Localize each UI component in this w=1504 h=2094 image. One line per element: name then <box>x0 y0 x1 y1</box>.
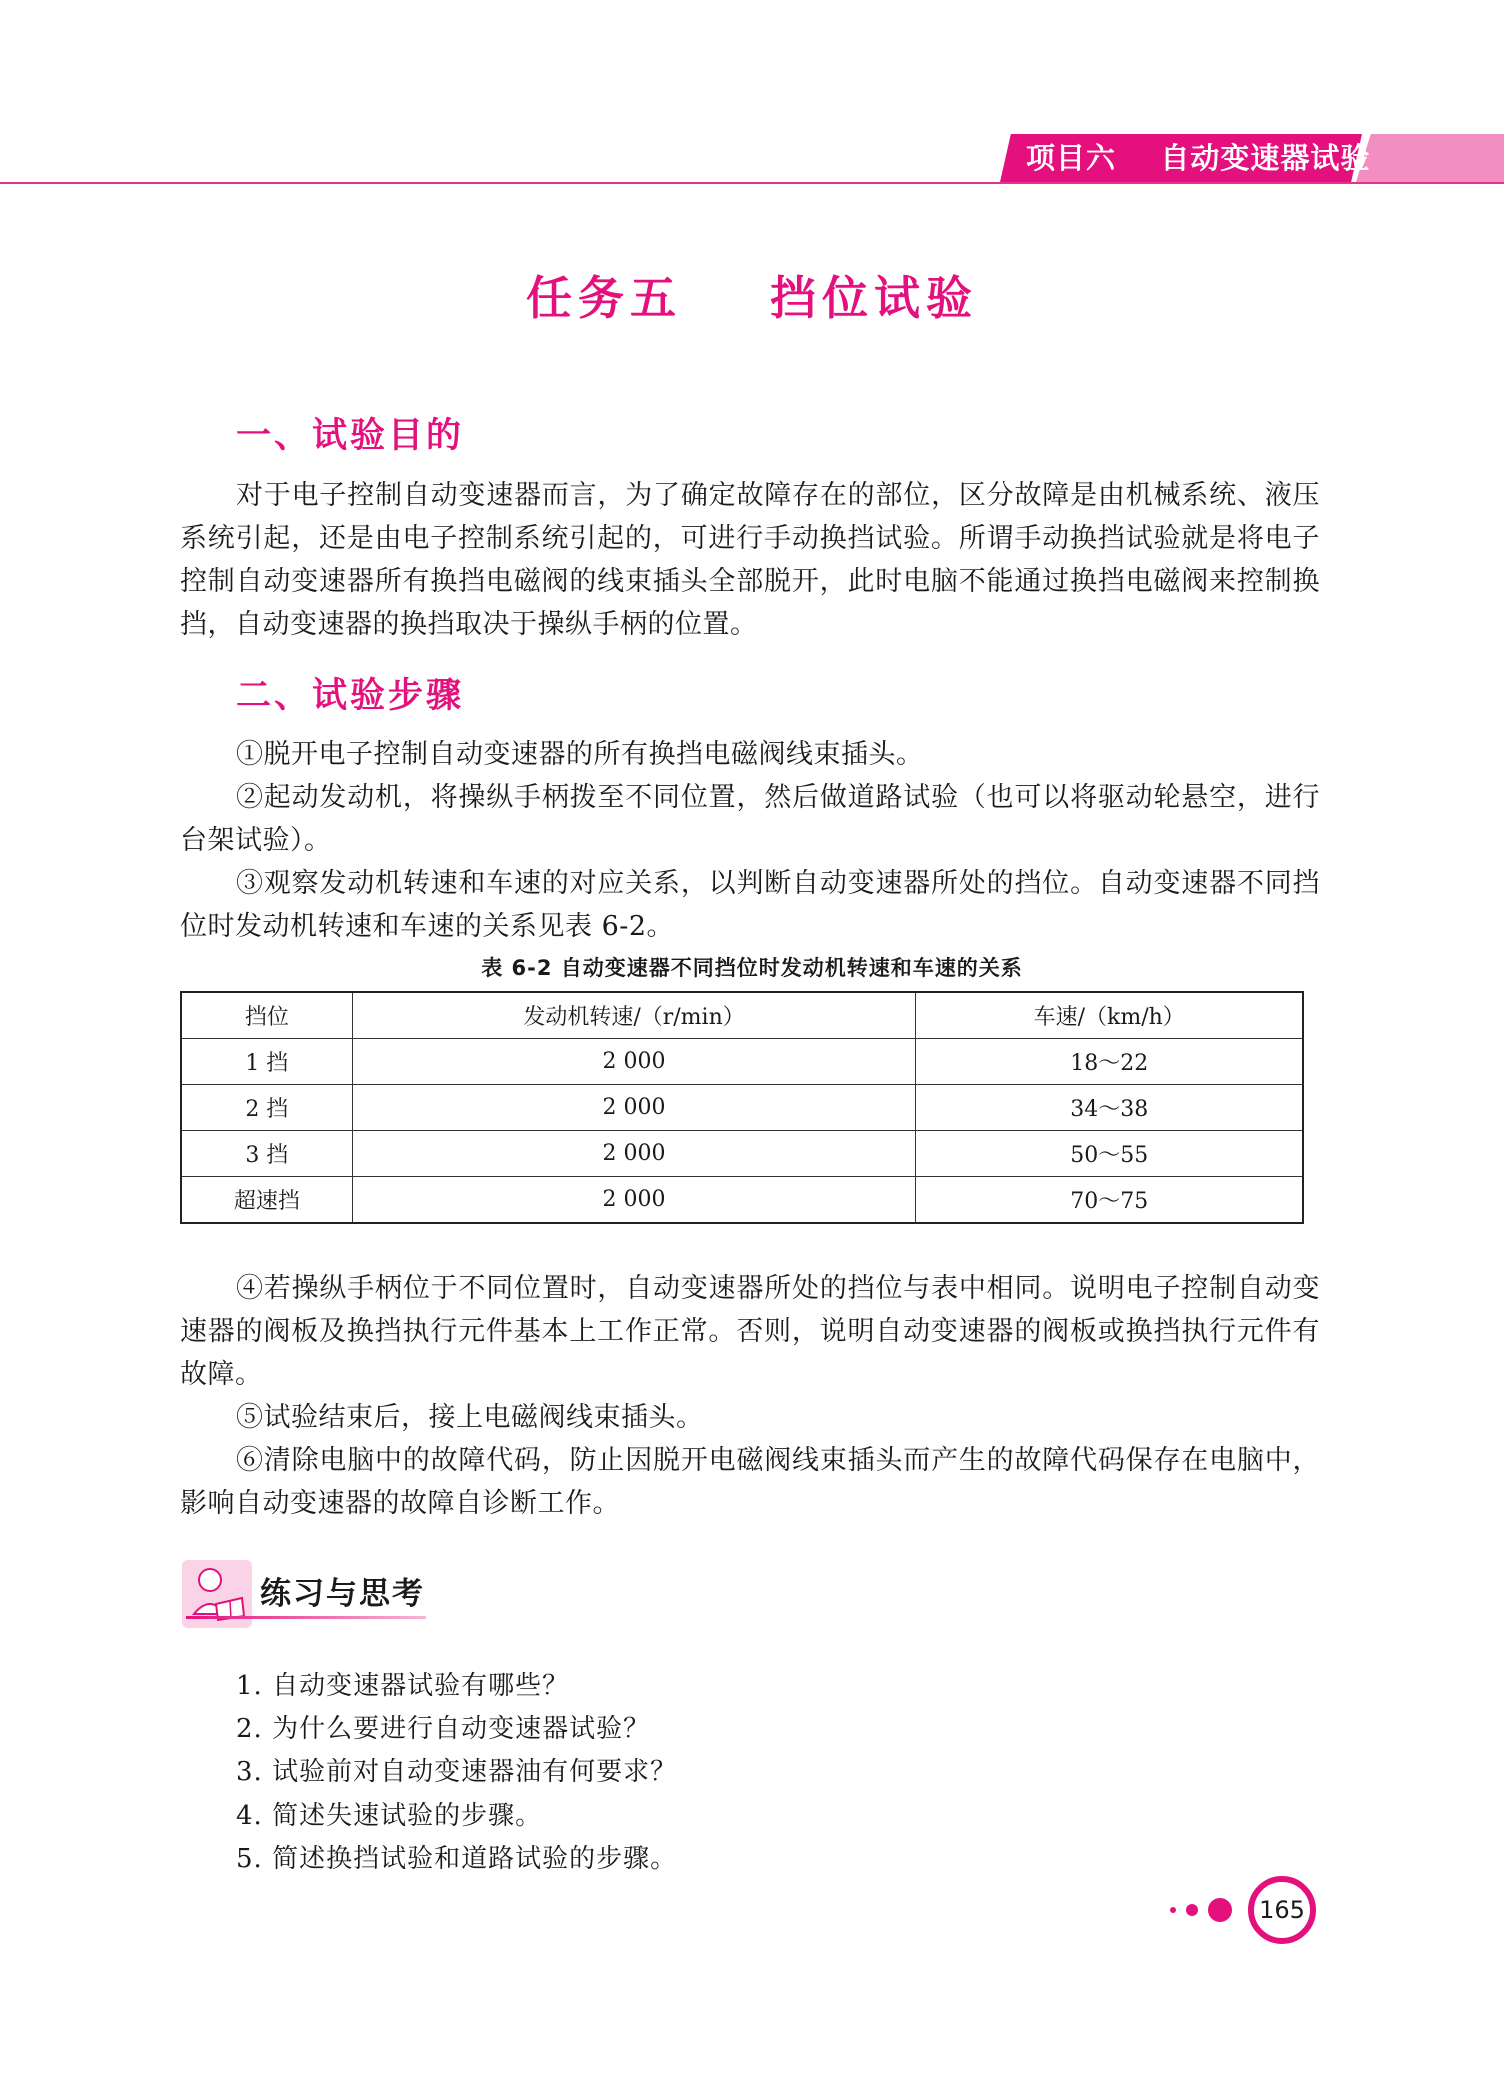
table-row <box>181 1085 1303 1131</box>
page-title: 任务五 挡位试验 <box>525 271 979 325</box>
step-3: ③观察发动机转速和车速的对应关系，以判断自动变速器所处的挡位。自动变速器不同挡位时发动机转速和车速的关系见表 6-2。 <box>180 868 1320 942</box>
question-5: 5. 简述换挡试验和道路试验的步骤。 <box>236 1844 678 1874</box>
page-dot-medium <box>1186 1904 1198 1916</box>
table-cell: 50～55 <box>916 1131 1303 1177</box>
section-heading-steps: 二、试验步骤 <box>236 676 465 716</box>
table-cell: 2 000 <box>352 1177 916 1224</box>
column-header: 车速/（km/h） <box>916 992 1303 1039</box>
page-dot-small <box>1170 1907 1176 1913</box>
column-header: 发动机转速/（r/min） <box>352 992 916 1039</box>
table-caption: 表 6-2 自动变速器不同挡位时发动机转速和车速的关系 <box>481 956 1023 980</box>
table-cell: 超速挡 <box>181 1177 352 1224</box>
step-5: ⑤试验结束后，接上电磁阀线束插头。 <box>236 1402 704 1433</box>
table-cell: 18～22 <box>916 1039 1303 1085</box>
student-reading-icon <box>180 1558 254 1630</box>
column-header: 挡位 <box>181 992 352 1039</box>
table-header-row <box>181 992 1303 1039</box>
table-cell: 3 挡 <box>181 1131 352 1177</box>
chapter-label: 项目六 自动变速器试验 <box>1026 141 1371 175</box>
question-4: 4. 简述失速试验的步骤。 <box>236 1801 543 1831</box>
step-1: ①脱开电子控制自动变速器的所有换挡电磁阀线束插头。 <box>236 739 924 770</box>
step-4: ④若操纵手柄位于不同位置时，自动变速器所处的挡位与表中相同。说明电子控制自动变速器的阀板及换挡执行元件基本上工作正常。否则，说明自动变速器的阀板或换挡执行元件有故障。 <box>180 1273 1320 1390</box>
header-banner-tail <box>1356 134 1504 182</box>
purpose-paragraph: 对于电子控制自动变速器而言，为了确定故障存在的部位，区分故障是由机械系统、液压系统引起，还是由电子控制系统引起的，可进行手动换挡试验。所谓手动换挡试验就是将电子控制自动变速器所有换挡电磁阀的线束插头全部脱开，此时电脑不能通过换挡电磁阀来控制换挡，自动变速器的换挡取决于操纵手柄的位置。 <box>180 480 1320 640</box>
step-6: ⑥清除电脑中的故障代码，防止因脱开电磁阀线束插头而产生的故障代码保存在电脑中，影响自动变速器的故障自诊断工作。 <box>180 1445 1320 1519</box>
table-row <box>181 1131 1303 1177</box>
table-row <box>181 1039 1303 1085</box>
header-rule <box>0 182 1504 184</box>
question-1: 1. 自动变速器试验有哪些？ <box>236 1671 570 1701</box>
page-number: 165 <box>1248 1876 1316 1944</box>
table-cell: 2 000 <box>352 1085 916 1131</box>
step-2: ②起动发动机，将操纵手柄拨至不同位置，然后做道路试验（也可以将驱动轮悬空，进行台架试验）。 <box>180 782 1320 856</box>
exercise-title-underline <box>186 1616 426 1619</box>
page-dot-large <box>1208 1898 1232 1922</box>
table-cell: 2 挡 <box>181 1085 352 1131</box>
question-2: 2. 为什么要进行自动变速器试验？ <box>236 1714 651 1744</box>
question-3: 3. 试验前对自动变速器油有何要求？ <box>236 1757 678 1787</box>
exercise-title: 练习与思考 <box>260 1576 425 1612</box>
table-cell: 1 挡 <box>181 1039 352 1085</box>
table-cell: 2 000 <box>352 1039 916 1085</box>
section-heading-purpose: 一、试验目的 <box>236 416 465 456</box>
table-cell: 34～38 <box>916 1085 1303 1131</box>
table-cell: 2 000 <box>352 1131 916 1177</box>
table-cell: 70～75 <box>916 1177 1303 1224</box>
table-row <box>181 1177 1303 1224</box>
gear-speed-table <box>180 991 1304 1224</box>
